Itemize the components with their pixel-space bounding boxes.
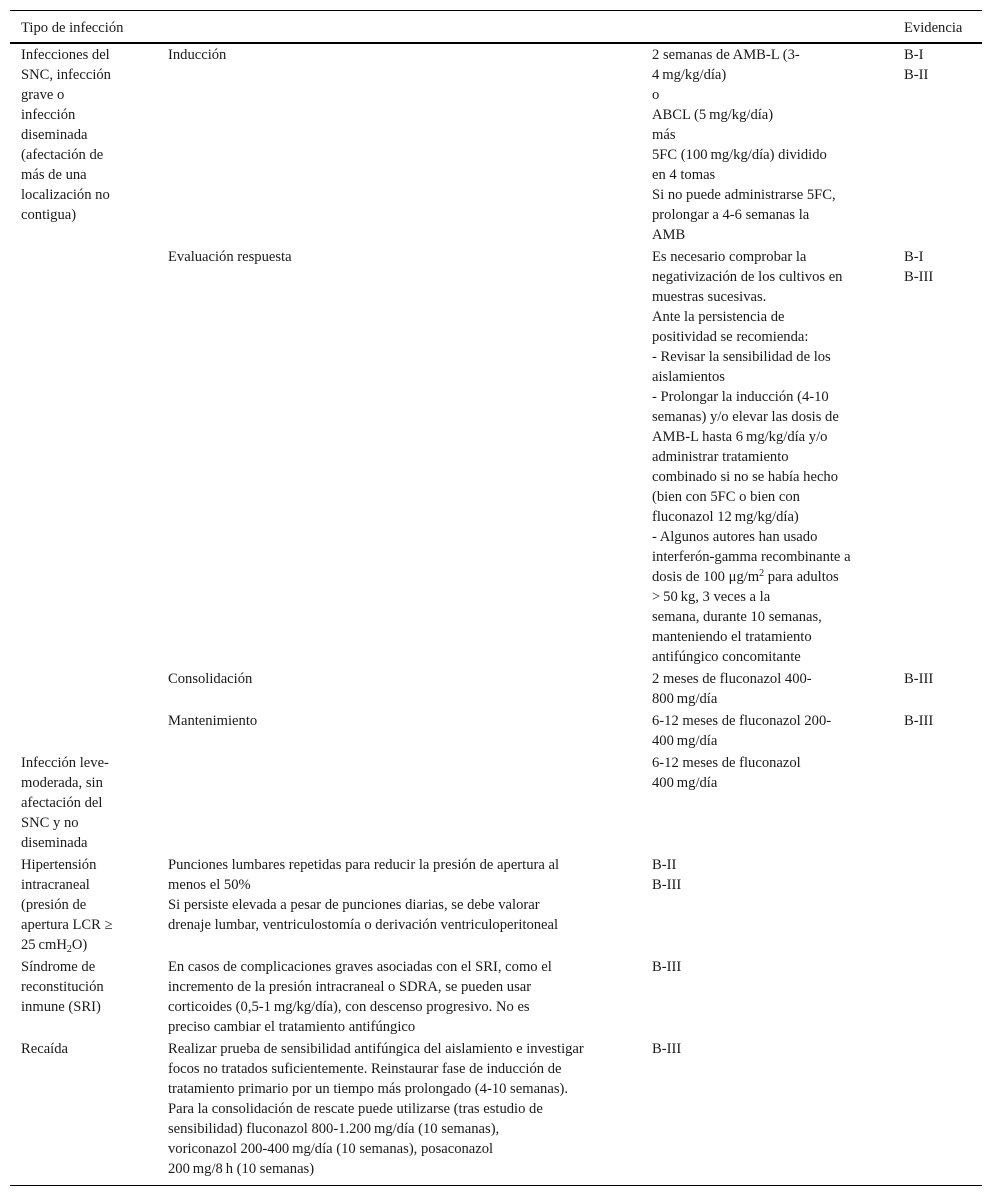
row-phase-consolidation: Consolidación bbox=[168, 671, 253, 687]
type-hypertension-part-a: Hipertensión intracraneal (presión de apertura LCR ≥ 25 cmH bbox=[21, 857, 113, 953]
treatment-response-part-b: para adultos > 50 kg, 3 veces a la semana, durante 10 semanas, manteniendo el tratamiento antifúngico concomitante bbox=[652, 569, 839, 665]
row-evidence-response: B-I B-III bbox=[904, 249, 934, 285]
row-detail-iris: En casos de complicaciones graves asociadas con el SRI, como el incremento de la presión intracraneal o SDRA, se pueden usar corticoides (0,5-1 mg/kg/día), con descenso progresivo. No es preciso cambiar el tratamiento antifúngico bbox=[168, 959, 552, 1035]
row-phase-maintenance: Mantenimiento bbox=[168, 713, 258, 729]
row-type-cns: Infecciones del SNC, infección grave o infección diseminada (afectación de más de una localización no contigua) bbox=[21, 47, 111, 223]
table-top-rule bbox=[10, 10, 982, 11]
type-hypertension-part-b: O) bbox=[71, 937, 88, 953]
row-evidence-hypertension: B-II B-III bbox=[652, 857, 682, 893]
treatment-response-superscript: 2 bbox=[759, 568, 765, 579]
table-bottom-rule bbox=[10, 1185, 982, 1186]
row-treatment-response bbox=[652, 247, 870, 667]
table-header-rule bbox=[10, 42, 982, 44]
row-treatment-induction: 2 semanas de AMB-L (3- 4 mg/kg/día) o ABCL (5 mg/kg/día) más 5FC (100 mg/kg/día) dividido en 4 tomas Si no puede administrarse 5FC, prolongar a 4-6 semanas la AMB bbox=[652, 47, 836, 243]
row-type-relapse: Recaída bbox=[21, 1041, 68, 1057]
type-hypertension-subscript: 2 bbox=[66, 944, 72, 955]
row-type-hypertension bbox=[21, 855, 146, 955]
header-type: Tipo de infección bbox=[21, 20, 124, 36]
row-evidence-relapse: B-III bbox=[652, 1041, 682, 1057]
row-evidence-induction: B-I B-II bbox=[904, 47, 929, 83]
row-treatment-maintenance: 6-12 meses de fluconazol 200- 400 mg/día bbox=[652, 713, 832, 749]
row-treatment-consolidation: 2 meses de fluconazol 400- 800 mg/día bbox=[652, 671, 812, 707]
row-phase-response: Evaluación respuesta bbox=[168, 249, 292, 265]
row-evidence-iris: B-III bbox=[652, 959, 682, 975]
row-evidence-maintenance: B-III bbox=[904, 713, 934, 729]
header-evidence: Evidencia bbox=[904, 20, 963, 36]
row-type-iris: Síndrome de reconstitución inmune (SRI) bbox=[21, 959, 104, 1015]
row-detail-relapse: Realizar prueba de sensibilidad antifúngica del aislamiento e investigar focos no tratados suficientemente. Reinstaurar fase de inducción de tratamiento primario por un tiempo más prolongado (4-10 semanas). Para la consolidación de rescate puede utilizarse (tras estudio de sensibilidad) fluconazol 800-1.200 mg/día (10 semanas), voriconazol 200-400 mg/día (10 semanas), posaconazol 200 mg/8 h (10 semanas) bbox=[168, 1041, 584, 1177]
row-detail-hypertension: Punciones lumbares repetidas para reducir la presión de apertura al menos el 50% Si persiste elevada a pesar de punciones diarias, se debe valorar drenaje lumbar, ventriculostomía o derivación ventriculoperitoneal bbox=[168, 857, 560, 933]
row-evidence-consolidation: B-III bbox=[904, 671, 934, 687]
row-type-mild: Infección leve- moderada, sin afectación del SNC y no diseminada bbox=[21, 755, 109, 851]
row-treatment-mild: 6-12 meses de fluconazol 400 mg/día bbox=[652, 755, 801, 791]
row-phase-induction: Inducción bbox=[168, 47, 227, 63]
treatment-response-part-a: Es necesario comprobar la negativización de los cultivos en muestras sucesivas. Ante la persistencia de positividad se recomienda: - Revisar la sensibilidad de los aislamientos - Prolongar la inducción (4-10 semanas) y/o elevar las dosis de AMB-L hasta 6 mg/kg/día y/o administrar tratamiento combinado si no se había hecho (bien con 5FC o bien con fluconazol 12 mg/kg/día) - Algunos autores han usado interferón-gamma recombinante a dosis de 100 μg/m bbox=[652, 249, 851, 585]
